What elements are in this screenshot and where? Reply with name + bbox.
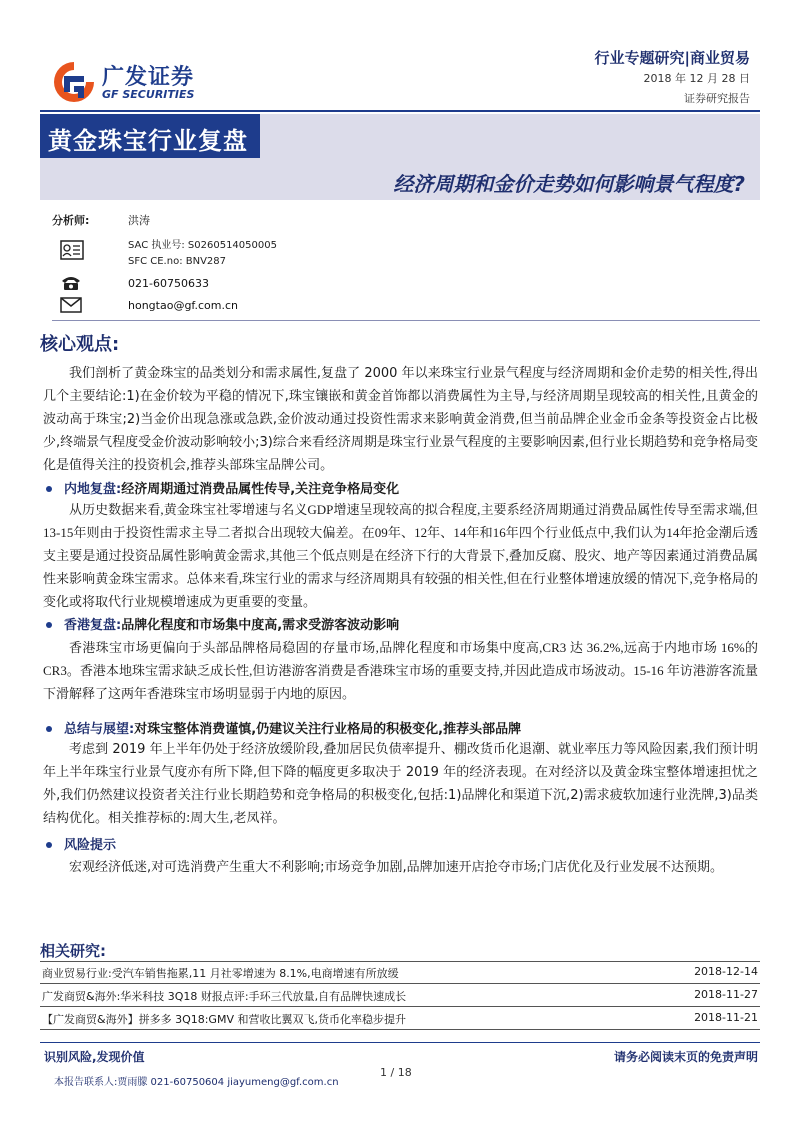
id-card-icon	[60, 240, 84, 264]
core-intro: 我们剖析了黄金珠宝的品类划分和需求属性,复盘了 2000 年以来珠宝行业景气程度与经济周期和金价走势的相关性,得出几个主要结论:1)在金价较为平稳的情况下,珠宝镶嵌和黄金首饰都以消费属性为主导,与经济周期呈现较高的相关性,且黄金的波动高于珠宝;2)当金价出现急涨或急跌,金价波动通过投资性需求来影响黄金消费,但当前品牌企业金币金条等投资金占比极少,终端景气程度受金价波动影响较小;3)综合来看经济周期是珠宝行业景气程度的主要影响因素,但行业长期趋势和竞争格局变化是值得关注的投资机会,推荐头部珠宝品牌公司。	[43, 366, 758, 473]
footer-contact: 本报告联系人:贾雨朦 021-60750604 jiayumeng@gf.com.cn	[54, 1077, 339, 1088]
risk-body: 宏观经济低迷,对可选消费产生重大不利影响;市场竞争加剧,品牌加速开店抢夺市场;门店优化及行业发展不达预期。	[69, 860, 724, 875]
gf-logo	[50, 58, 210, 106]
bullet-hongkong-text: 品牌化程度和市场集中度高,需求受游客波动影响	[121, 618, 400, 633]
page-number: 1 / 18	[380, 1066, 412, 1079]
bullet-mainland-text: 经济周期通过消费品属性传导,关注竞争格局变化	[121, 482, 400, 497]
report-date: 2018 年 12 月 28 日	[643, 72, 750, 85]
report-type: 证券研究报告	[684, 92, 750, 105]
hongkong-body: 香港珠宝市场更偏向于头部品牌格局稳固的存量市场,品牌化程度和市场集中度高,CR3 达 36.2%,远高于内地市场 16%的 CR3。香港本地珠宝需求缺乏成长性,但访港游客消费是香港珠宝市场的重要支持,并因此造成市场波动。15-16 年访港游客流量下滑解释了这两年香港珠宝市场明显弱于内地的原因。	[43, 640, 758, 701]
report-category: 行业专题研究|商业贸易	[594, 49, 750, 67]
related-divider	[40, 1006, 760, 1007]
phone-icon	[60, 275, 82, 295]
related-divider-top	[40, 961, 760, 962]
gf-logo-mark-icon	[50, 58, 98, 106]
bullet-risk	[43, 834, 116, 853]
footer-divider	[40, 1042, 760, 1043]
outlook-body: 考虑到 2019 年上半年仍处于经济放缓阶段,叠加居民负债率提升、棚改货币化退潮、就业率压力等风险因素,我们预计明年上半年珠宝行业景气度亦有所下降,但下降的幅度更多取决于 2019 年的经济表现。在对经济以及黄金珠宝整体增速担忧之外,我们仍然建议投资者关注行业长期趋势和竞争格局的积极变化,包括:1)品牌化和渠道下沉,2)需求疲软加速行业洗牌,3)品类结构优化。相关推荐标的:周大生,老凤祥。	[43, 742, 758, 826]
analyst-label: 分析师:	[52, 214, 90, 227]
footer-slogan: 识别风险,发现价值	[44, 1050, 145, 1064]
related-item-date: 2018-11-21	[694, 1011, 758, 1024]
analyst-sac: SAC 执业号: S0260514050005	[128, 240, 277, 251]
related-item[interactable]	[42, 988, 758, 1004]
bullet-outlook	[43, 718, 521, 737]
related-divider	[40, 983, 760, 984]
related-item-date: 2018-11-27	[694, 988, 758, 1001]
bullet-risk-title: 风险提示	[64, 838, 117, 853]
core-heading: 核心观点:	[40, 334, 120, 355]
mainland-body: 从历史数据来看,黄金珠宝社零增速与名义GDP增速呈现较高的拟合程度,主要系经济周期通过消费品属性传导至需求端,但13-15年则由于投资性需求主导二者拟合出现较大偏差。在09年、12年、14年和16年四个行业低点中,我们认为14年抢金潮后透支主要是通过投资品属性影响黄金需求,其他三个低点则是在经济下行的大背景下,叠加反腐、股灾、地产等因素通过消费品属性来影响黄金珠宝需求。总体来看,珠宝行业的需求与经济周期具有较强的相关性,但在行业整体增速放缓的情况下,竞争格局的变化或将取代行业规模增速成为更重要的变量。	[43, 502, 758, 609]
logo-text-en: GF SECURITIES	[102, 88, 195, 101]
analyst-phone: 021-60750633	[128, 277, 209, 290]
bullet-outlook-text: 对珠宝整体消费谨慎,仍建议关注行业格局的积极变化,推荐头部品牌	[134, 722, 522, 737]
report-title: 黄金珠宝行业复盘	[48, 127, 248, 155]
related-divider-bottom	[40, 1029, 760, 1030]
related-item[interactable]	[42, 965, 758, 981]
bullet-hongkong-title: 香港复盘:	[64, 618, 122, 633]
related-heading: 相关研究:	[40, 942, 106, 960]
footer-disclaimer: 请务必阅读末页的免责声明	[613, 1050, 758, 1064]
email-icon	[60, 297, 82, 317]
logo-text-cn: 广发证券	[102, 65, 195, 90]
analyst-divider	[52, 320, 760, 321]
related-item-title: 广发商贸&海外:华米科技 3Q18 财报点评:手环三代放量,自有品牌快速成长	[42, 990, 407, 1003]
analyst-name: 洪涛	[128, 214, 150, 227]
analyst-email[interactable]: hongtao@gf.com.cn	[128, 299, 238, 312]
related-item-date: 2018-12-14	[694, 965, 758, 978]
bullet-hongkong	[43, 614, 399, 633]
report-subtitle: 经济周期和金价走势如何影响景气程度?	[393, 172, 745, 196]
related-item-title: 【广发商贸&海外】拼多多 3Q18:GMV 和营收比翼双飞,货币化率稳步提升	[42, 1013, 406, 1026]
related-item-title: 商业贸易行业:受汽车销售拖累,11 月社零增速为 8.1%,电商增速有所放缓	[42, 967, 399, 980]
bullet-mainland-title: 内地复盘:	[64, 482, 122, 497]
bullet-mainland	[43, 478, 399, 497]
bullet-outlook-title: 总结与展望:	[64, 722, 135, 737]
analyst-sfc: SFC CE.no: BNV287	[128, 256, 227, 267]
related-item[interactable]	[42, 1011, 758, 1027]
header-divider	[40, 110, 760, 112]
